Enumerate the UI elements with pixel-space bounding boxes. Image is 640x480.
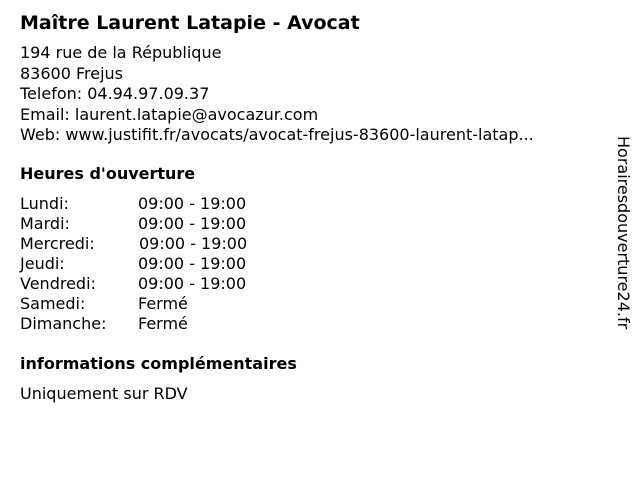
watermark [611,136,635,372]
info-text: Uniquement sur RDV [20,384,188,403]
email-line: Email: laurent.latapie@avocazur.com [20,104,319,124]
day-label: Jeudi: [20,254,65,273]
contact-block [20,43,534,146]
time-value: 09:00 - 19:00 [138,274,247,293]
time-value: 09:00 - 19:00 [138,254,247,273]
day-label: Mercredi: [20,234,95,253]
time-value: Fermé [138,314,188,333]
watermark-text: Horairesdouverture24.fr [614,136,633,330]
time-value: 09:00 - 19:00 [139,234,248,253]
time-value: 09:00 - 19:00 [138,214,247,233]
day-label: Vendredi: [20,274,96,293]
time-value: Fermé [138,294,188,313]
address-city: 83600 Frejus [20,63,124,83]
page-title: Maître Laurent Latapie - Avocat [20,12,360,34]
web-line: Web: www.justifit.fr/avocats/avocat-frejus-83600-laurent-latap... [20,125,534,144]
day-label: Samedi: [20,294,86,313]
hours-heading: Heures d'ouverture [20,164,196,183]
address-street: 194 rue de la République [20,43,222,62]
day-label: Dimanche: [20,314,107,333]
info-heading: informations complémentaires [20,354,297,373]
time-value: 09:00 - 19:00 [138,194,247,213]
day-label: Lundi: [20,194,69,213]
day-label: Mardi: [20,214,70,233]
phone-line: Telefon: 04.94.97.09.37 [20,84,210,103]
